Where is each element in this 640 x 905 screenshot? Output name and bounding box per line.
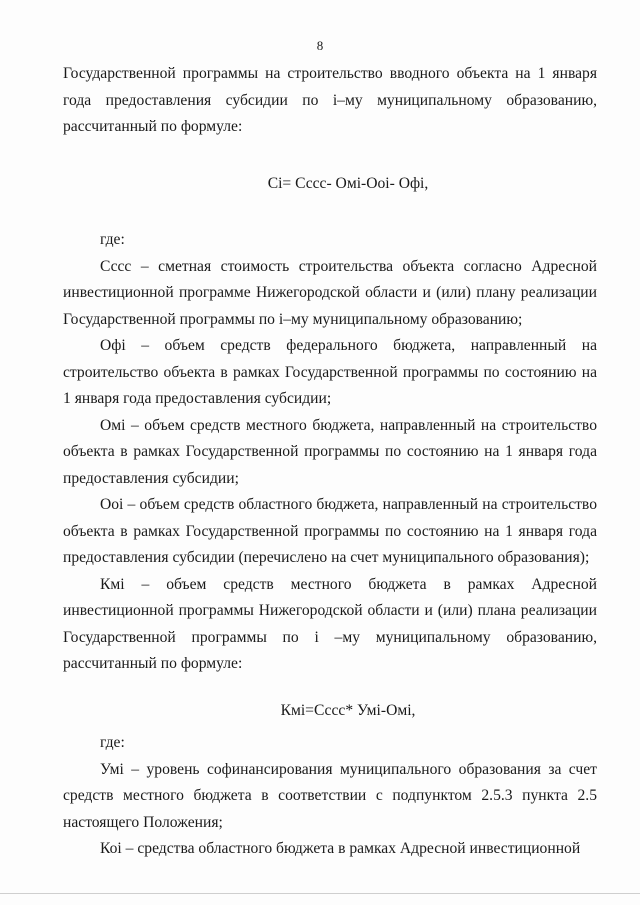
paragraph-intro: Государственной программы на строительство вводного объекта на 1 января года предоставления субсидии по i–му муниципальному образованию, рассчитанный по формуле: (63, 65, 597, 135)
definition-koi: Коi – средства областного бюджета в рамках Адресной инвестиционной (100, 840, 581, 857)
definition-kmi: Кмi – объем средств местного бюджета в рамках Адресной инвестиционной программы Нижегородской области и (или) плана реализации Государственной программы по i –му муниципальному образованию, рассчитанный по формуле: (63, 575, 597, 672)
formula-ci: Сi= Сссс- Омi-Ооi- Офi, (267, 174, 429, 192)
definition-cccc: Сссс – сметная стоимость строительства объекта согласно Адресной инвестиционной программе Нижегородской области и (или) плану реализации Государственной программы по i–му муниципальному образованию; (63, 257, 597, 328)
definition-ooi: Ооi – объем средств областного бюджета, направленный на строительство объекта в рамках Государственной программы по состоянию на 1 января года предоставления субсидии (перечислено на счет муниципального образования); (63, 496, 597, 566)
page-number: 8 (316, 38, 324, 53)
definition-ofi: Офi – объем средств федерального бюджета, направленный на строительство объекта в рамках Государственной программы по состоянию на 1 января года предоставления субсидии; (63, 337, 597, 407)
formula-kmi: Кмi=Сссс* Умi-Омi, (280, 701, 416, 719)
definition-omi: Омi – объем средств местного бюджета, направленный на строительство объекта в рамках Государственной программы по состоянию на 1 января года предоставления субсидии; (63, 416, 597, 487)
bottom-scan-line (0, 893, 640, 894)
where-label: где: (100, 231, 125, 248)
where-label-2: где: (100, 734, 125, 751)
definition-umi: Умi – уровень софинансирования муниципального образования за счет средств местного бюджета в соответствии с подпунктом 2.5.3 пункта 2.5 настоящего Положения; (63, 760, 597, 831)
document-body (63, 61, 597, 863)
